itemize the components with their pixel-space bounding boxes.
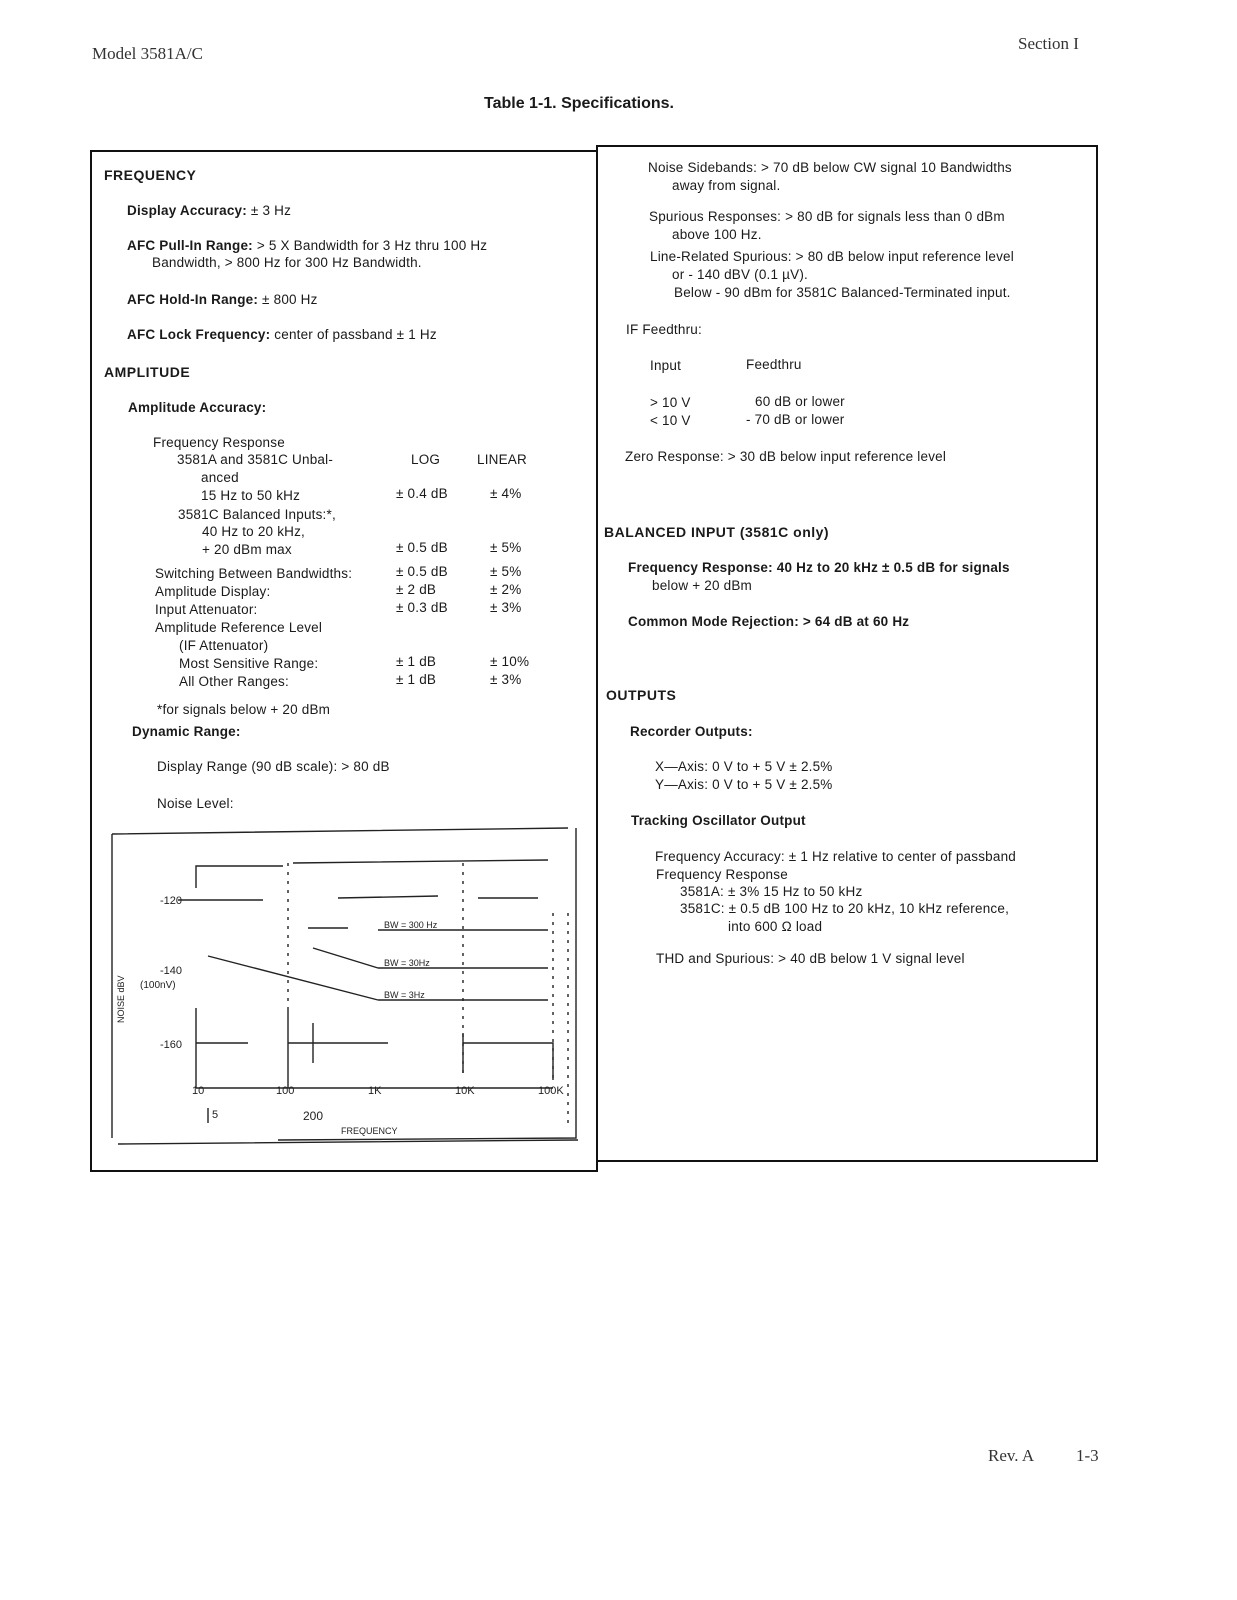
zero-response: Zero Response: > 30 dB below input reference level (625, 449, 947, 464)
curve-label-300hz: BW = 300 Hz (384, 920, 438, 930)
unbal-line1: 3581A and 3581C Unbal- (177, 452, 334, 467)
display-accuracy-label: Display Accuracy: (127, 203, 247, 218)
input-att-label: Input Attenuator: (155, 602, 258, 617)
freq-response-label: Frequency Response (153, 435, 285, 450)
x-label-100: 100 (276, 1085, 295, 1097)
afc-holdin-label: AFC Hold-In Range: (127, 292, 259, 307)
unbal-range: 15 Hz to 50 kHz (201, 488, 301, 503)
x-label-10: 10 (192, 1085, 205, 1097)
noise-level-graph (108, 818, 583, 1148)
input-att-log: ± 0.3 dB (396, 600, 448, 615)
line-related-2: or - 140 dBV (0.1 µV). (672, 267, 808, 282)
amp-display-log: ± 2 dB (396, 582, 437, 597)
afc-lock (127, 327, 437, 342)
afc-pullin (127, 238, 487, 253)
display-accuracy (127, 203, 291, 218)
most-sensitive-lin: ± 10% (490, 654, 530, 669)
tracking-oscillator: Tracking Oscillator Output (631, 813, 806, 828)
unbal-log: ± 0.4 dB (396, 486, 448, 501)
y-label-100nv: (100nV) (140, 980, 176, 991)
recorder-outputs: Recorder Outputs: (630, 724, 753, 739)
x-axis-title: FREQUENCY (341, 1126, 398, 1136)
bal-line2: 40 Hz to 20 kHz, (202, 524, 305, 539)
x-axis-output: X—Axis: 0 V to + 5 V ± 2.5% (655, 759, 833, 774)
y-label-140: -140 (160, 965, 183, 977)
if-feedthru: IF Feedthru: (626, 322, 702, 337)
table-title: Table 1-1. Specifications. (484, 95, 674, 112)
bal-log: ± 0.5 dB (396, 540, 448, 555)
curve-label-3hz: BW = 3Hz (384, 990, 425, 1000)
afc-pullin-value1: > 5 X Bandwidth for 3 Hz thru 100 Hz (256, 238, 488, 253)
line-related-3: Below - 90 dBm for 3581C Balanced-Terminated input. (674, 285, 1011, 300)
ft-col-input: Input (650, 358, 682, 373)
noise-sidebands-1: Noise Sidebands: > 70 dB below CW signal 10 Bandwidths (648, 160, 1012, 175)
unbal-lin: ± 4% (490, 486, 522, 501)
afc-pullin-label: AFC Pull-In Range: (127, 238, 253, 253)
bal-line3: + 20 dBm max (202, 542, 292, 557)
amp-display-lin: ± 2% (490, 582, 522, 597)
afc-lock-label: AFC Lock Frequency: (127, 327, 271, 342)
switching-lin: ± 5% (490, 564, 522, 579)
noise-sidebands-2: away from signal. (672, 178, 781, 193)
ft-col-feedthru: Feedthru (746, 357, 802, 372)
amplitude-accuracy: Amplitude Accuracy: (128, 400, 267, 415)
switching-log: ± 0.5 dB (396, 564, 448, 579)
outputs-heading: OUTPUTS (606, 687, 677, 703)
common-mode-rejection: Common Mode Rejection: > 64 dB at 60 Hz (628, 614, 910, 629)
most-sensitive-log: ± 1 dB (396, 654, 437, 669)
amp-display-label: Amplitude Display: (155, 584, 271, 599)
amplitude-heading: AMPLITUDE (104, 364, 191, 380)
x-label-10k: 10K (455, 1085, 475, 1097)
y-label-160: -160 (160, 1039, 183, 1051)
frequency-heading: FREQUENCY (104, 167, 197, 183)
bal-lin: ± 5% (490, 540, 522, 555)
all-other-label: All Other Ranges: (179, 674, 289, 689)
x-label-100k: 100K (538, 1085, 564, 1097)
bal-line1: 3581C Balanced Inputs:*, (178, 507, 336, 522)
spurious-1: Spurious Responses: > 80 dB for signals less than 0 dBm (649, 209, 1005, 224)
ft-row1-input: > 10 V (650, 395, 691, 410)
y-axis-title: NOISE dBV (116, 975, 126, 1023)
col-log: LOG (411, 452, 441, 467)
x-sub-label-5: 5 (212, 1109, 219, 1121)
switching-label: Switching Between Bandwidths: (155, 566, 353, 581)
y-axis-output: Y—Axis: 0 V to + 5 V ± 2.5% (655, 777, 833, 792)
all-other-log: ± 1 dB (396, 672, 437, 687)
to-3581a: 3581A: ± 3% 15 Hz to 50 kHz (680, 884, 863, 899)
curve-label-30hz: BW = 30Hz (384, 958, 430, 968)
ft-row2-input: < 10 V (650, 413, 691, 428)
to-3581c-2: into 600 Ω load (728, 919, 823, 934)
afc-pullin-value2: Bandwidth, > 800 Hz for 300 Hz Bandwidth. (152, 255, 422, 270)
amp-ref-label: Amplitude Reference Level (155, 620, 323, 635)
line-related-1: Line-Related Spurious: > 80 dB below input reference level (650, 249, 1014, 264)
if-att-label: (IF Attenuator) (179, 638, 269, 653)
display-range: Display Range (90 dB scale): > 80 dB (157, 759, 390, 774)
afc-lock-value: center of passband ± 1 Hz (274, 327, 437, 342)
balanced-input-heading: BALANCED INPUT (3581C only) (604, 524, 830, 540)
footnote: *for signals below + 20 dBm (157, 702, 331, 717)
to-freq-response: Frequency Response (656, 867, 788, 882)
footer-page: 1-3 (1076, 1446, 1099, 1465)
ft-row2-value: - 70 dB or lower (746, 412, 845, 427)
section-header: Section I (1018, 34, 1079, 53)
afc-holdin (127, 292, 318, 307)
display-accuracy-value: ± 3 Hz (250, 203, 292, 218)
spurious-2: above 100 Hz. (672, 227, 762, 242)
input-att-lin: ± 3% (490, 600, 522, 615)
footer-rev: Rev. A (988, 1446, 1035, 1465)
thd-spurious: THD and Spurious: > 40 dB below 1 V signal level (656, 951, 965, 966)
x-label-1k: 1K (368, 1085, 382, 1097)
dynamic-range: Dynamic Range: (132, 724, 241, 739)
bal-freq-response-2: below + 20 dBm (652, 578, 752, 593)
to-3581c-1: 3581C: ± 0.5 dB 100 Hz to 20 kHz, 10 kHz reference, (680, 901, 1010, 916)
x-sub-label-200: 200 (303, 1109, 324, 1123)
most-sensitive-label: Most Sensitive Range: (179, 656, 319, 671)
afc-holdin-value: ± 800 Hz (262, 292, 318, 307)
to-freq-accuracy: Frequency Accuracy: ± 1 Hz relative to center of passband (655, 849, 1016, 864)
unbal-line2: anced (201, 470, 239, 485)
y-label-120: -120 (160, 895, 183, 907)
noise-level: Noise Level: (157, 796, 234, 811)
model-header: Model 3581A/C (92, 44, 203, 63)
all-other-lin: ± 3% (490, 672, 522, 687)
ft-row1-value: 60 dB or lower (755, 394, 845, 409)
bal-freq-response-1: Frequency Response: 40 Hz to 20 kHz ± 0.5 dB for signals (628, 560, 1010, 575)
col-linear: LINEAR (477, 452, 527, 467)
